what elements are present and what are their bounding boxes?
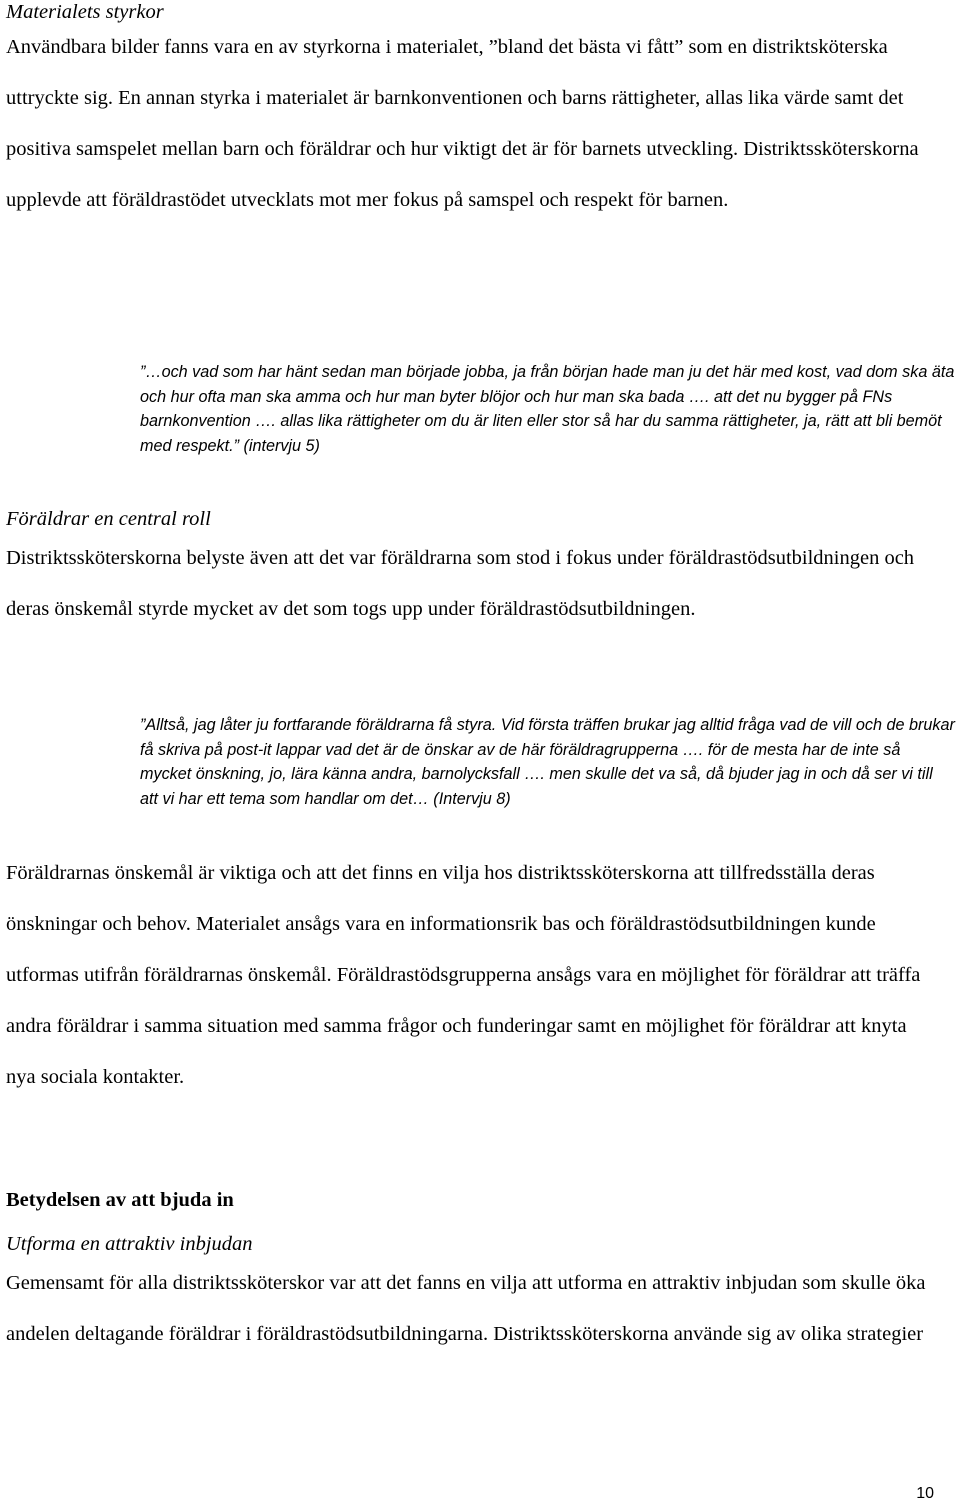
paragraph-betydelsen: Gemensamt för alla distriktssköterskor var att det fanns en vilja att utforma en attraktiv inbjudan som skulle öka andelen deltagande föräldrar i föräldrastödsutbildningarna. Distriktssköterskorna använde sig av olika strategier <box>6 1272 926 1345</box>
interview-quote-5: ”…och vad som har hänt sedan man började jobba, ja från början hade man ju det här med kost, vad dom ska äta och hur ofta man ska amma och hur man byter blöjor och hur man ska bada …. att det nu bygger på FNs barnkonvention …. allas lika rättigheter om du är liten eller stor så har du samma rättigheter, ja, rätt att bli bemöt med respekt.” (intervju 5) <box>140 363 955 455</box>
interview-quote-8: ”Alltså, jag låter ju fortfarande föräldrarna få styra. Vid första träffen brukar jag alltid fråga vad de vill och de brukar få skriva på post-it lappar vad det är de önskar av de här föräldragrupperna …. för de mesta har de inte så mycket önskning, jo, lära känna andra, barnolycksfall …. men skulle det va så, då bjuder jag in och då ser vi till att vi har ett tema som handlar om det… (Intervju 8) <box>140 716 955 808</box>
section-heading-foraldrar-central-roll: Föräldrar en central roll <box>6 508 211 530</box>
paragraph-materialets-styrkor: Användbara bilder fanns vara en av styrkorna i materialet, ”bland det bästa vi fått” som en distriktsköterska uttryckte sig. En annan styrka i materialet är barnkonventionen och barns rättigheter, allas lika värde samt det positiva samspelet mellan barn och föräldrar och hur viktigt det är för barnets utveckling. Distriktssköterskorna upplevde att föräldrastödet utvecklats mot mer fokus på samspel och respekt för barnen. <box>6 36 919 211</box>
paragraph-foraldrar-central-roll: Distriktssköterskorna belyste även att det var föräldrarna som stod i fokus under föräldrastödsutbildningen och deras önskemål styrde mycket av det som togs upp under föräldrastödsutbildningen. <box>6 547 915 620</box>
section-heading-materialets-styrkor: Materialets styrkor <box>6 1 164 23</box>
paragraph-foraldrarnas-onskemal: Föräldrarnas önskemål är viktiga och att det finns en vilja hos distriktssköterskorna att tillfredsställa deras önskningar och behov. Materialet ansågs vara en informationsrik bas och föräldrastödsutbildningen kunde utformas utifrån föräldrarnas önskemål. Föräldrastödsgrupperna ansågs vara en möjlighet för föräldrar att träffa andra föräldrar i samma situation med samma frågor och funderingar samt en möjlighet för föräldrar att knyta nya sociala kontakter. <box>6 862 921 1088</box>
section-heading-betydelsen: Betydelsen av att bjuda in <box>6 1189 234 1211</box>
subheading-utforma-inbjudan: Utforma en attraktiv inbjudan <box>6 1233 253 1255</box>
page-number: 10 <box>916 1485 934 1502</box>
